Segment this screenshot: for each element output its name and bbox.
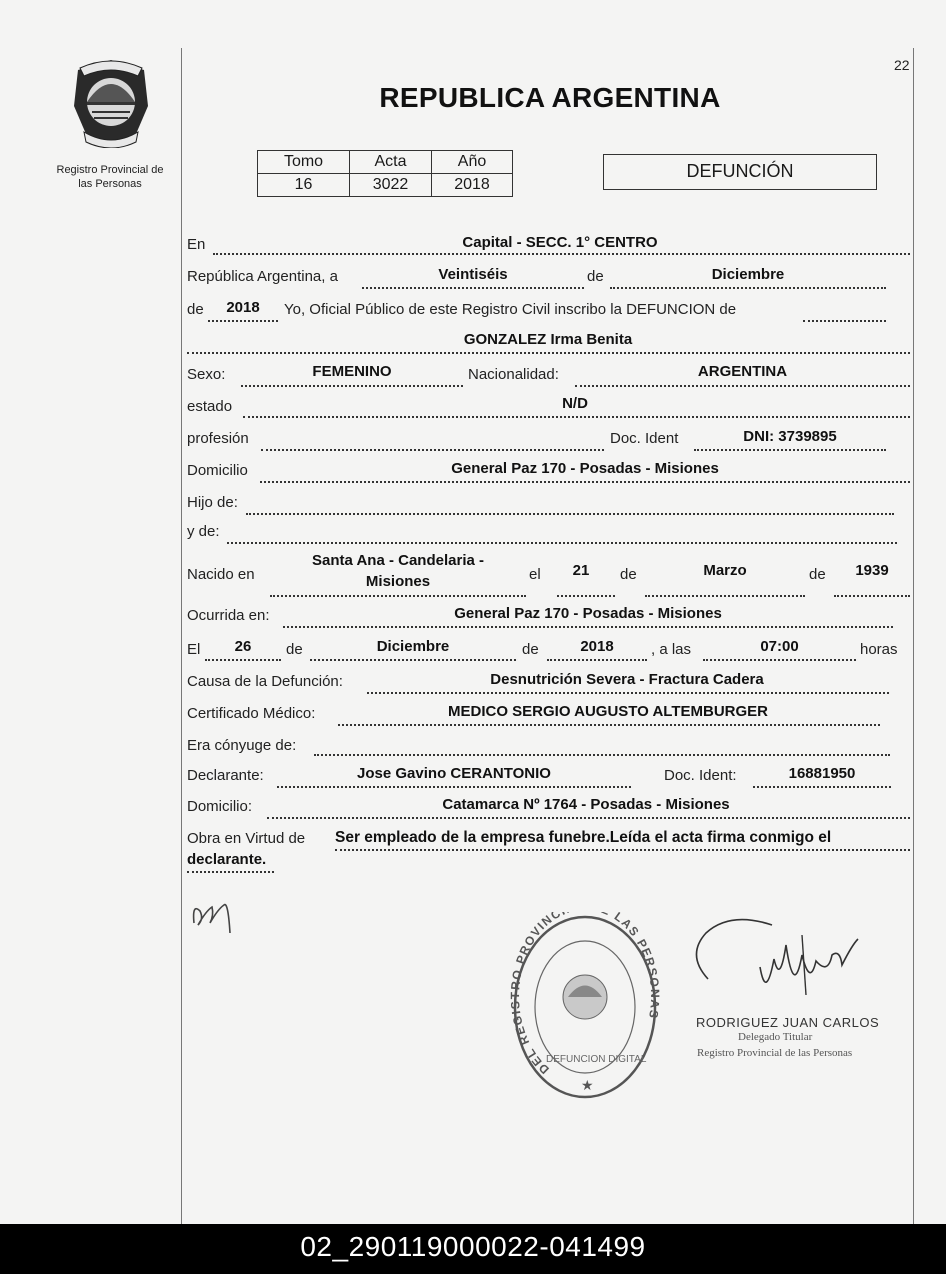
- obra-value-line2: declarante.: [187, 851, 267, 868]
- name-dotted-line: [187, 352, 910, 354]
- month-written-value: Diciembre: [711, 266, 785, 283]
- year-de-label: de: [187, 301, 204, 318]
- death-time-dotted-line: [703, 659, 856, 661]
- obra-dotted-line2: [187, 871, 274, 873]
- death-el-label: El: [187, 641, 201, 658]
- estado-label: estado: [187, 398, 233, 415]
- day-de-label: de: [587, 268, 604, 285]
- birth-de1-label: de: [620, 566, 637, 583]
- birth-de2-label: de: [809, 566, 826, 583]
- signatory-name: RODRIGUEZ JUAN CARLOS: [696, 1015, 880, 1030]
- estado-value: N/D: [562, 395, 588, 412]
- record-type-box: DEFUNCIÓN: [603, 154, 877, 190]
- certificado-dotted-line: [338, 724, 880, 726]
- y-de-label: y de:: [187, 523, 220, 540]
- stamp-inner-text: DEFUNCION DIGITAL: [546, 1054, 647, 1065]
- registry-value-ano: 2018: [432, 174, 513, 197]
- republica-label: República Argentina, a: [187, 268, 338, 285]
- nacionalidad-label: Nacionalidad:: [468, 366, 559, 383]
- registry-value-tomo: 16: [258, 174, 350, 197]
- en-value: Capital - SECC. 1° CENTRO: [462, 234, 658, 251]
- birth-el-label: el: [529, 566, 541, 583]
- death-month-value: Diciembre: [376, 638, 450, 655]
- nacionalidad-dotted-line: [575, 385, 910, 387]
- en-dotted-line: [213, 253, 910, 255]
- profesion-label: profesión: [187, 430, 249, 447]
- ocurrida-label: Ocurrida en:: [187, 607, 270, 624]
- domicilio-dotted-line: [260, 481, 910, 483]
- ocurrida-dotted-line: [283, 626, 893, 628]
- statement-text: Yo, Oficial Público de este Registro Civil inscribo la DEFUNCION de: [284, 301, 737, 318]
- death-de2-label: de: [522, 641, 539, 658]
- birth-day-dotted-line: [557, 595, 615, 597]
- deceased-name-value: GONZALEZ Irma Benita: [463, 331, 633, 348]
- page-title: REPUBLICA ARGENTINA: [379, 82, 721, 113]
- domicilio-value: General Paz 170 - Posadas - Misiones: [451, 460, 719, 477]
- registry-table: [257, 150, 513, 197]
- causa-value: Desnutrición Severa - Fractura Cadera: [490, 671, 764, 688]
- registry-value-row: [258, 174, 513, 197]
- handwritten-signature: [682, 915, 882, 1015]
- registry-header-ano: Año: [432, 151, 513, 174]
- declarante-doc-label: Doc. Ident:: [664, 767, 737, 784]
- sexo-dotted-line: [241, 385, 463, 387]
- svg-text:★: ★: [581, 1077, 594, 1093]
- conyuge-label: Era cónyuge de:: [187, 737, 297, 754]
- registry-header-row: [258, 151, 513, 174]
- en-label: En: [187, 236, 206, 253]
- domicilio-label: Domicilio: [187, 462, 248, 479]
- official-stamp: [510, 912, 660, 1102]
- nacido-value-line2: Misiones: [365, 573, 431, 590]
- registry-header-tomo: Tomo: [258, 151, 350, 174]
- declarante-domicilio-label: Domicilio:: [187, 798, 253, 815]
- death-year-value: 2018: [580, 638, 614, 655]
- nacido-dotted-line: [270, 595, 526, 597]
- sexo-value: FEMENINO: [312, 363, 392, 380]
- year-value: 2018: [226, 299, 260, 316]
- death-de1-label: de: [286, 641, 303, 658]
- statement-dotted-line: [803, 320, 886, 322]
- right-margin-rule: [913, 48, 914, 1224]
- day-written-value: Veintiséis: [438, 266, 508, 283]
- declarante-domicilio-value: Catamarca Nº 1764 - Posadas - Misiones: [442, 796, 730, 813]
- profesion-dotted-line: [261, 449, 604, 451]
- province-logo: [66, 56, 156, 148]
- nacido-value-line1: Santa Ana - Candelaria -: [312, 552, 484, 569]
- doc-ident-dotted-line: [694, 449, 886, 451]
- doc-ident-label: Doc. Ident: [610, 430, 679, 447]
- birth-year-dotted-line: [834, 595, 910, 597]
- registry-value-acta: 3022: [350, 174, 432, 197]
- month-dotted-line: [610, 287, 886, 289]
- doc-ident-value: DNI: 3739895: [743, 428, 837, 445]
- death-day-value: 26: [234, 638, 252, 655]
- birth-month-dotted-line: [645, 595, 805, 597]
- horas-label: horas: [860, 641, 898, 658]
- nacido-label: Nacido en: [187, 566, 255, 583]
- ocurrida-value: General Paz 170 - Posadas - Misiones: [454, 605, 722, 622]
- year-dotted-line: [208, 320, 278, 322]
- obra-dotted-line1: [335, 849, 910, 851]
- certificado-label: Certificado Médico:: [187, 705, 316, 722]
- signatory-role: Delegado Titular: [738, 1031, 813, 1043]
- left-margin-rule: [181, 48, 182, 1224]
- conyuge-dotted-line: [314, 754, 890, 756]
- declarante-domicilio-dotted-line: [267, 817, 910, 819]
- certificado-value: MEDICO SERGIO AUGUSTO ALTEMBURGER: [447, 703, 768, 720]
- obra-label: Obra en Virtud de: [187, 830, 306, 847]
- causa-label: Causa de la Defunción:: [187, 673, 343, 690]
- day-dotted-line: [362, 287, 584, 289]
- death-year-dotted-line: [547, 659, 647, 661]
- birth-month-value: Marzo: [703, 562, 747, 579]
- signatory-office: Registro Provincial de las Personas: [697, 1047, 853, 1059]
- declarante-doc-value: 16881950: [788, 765, 856, 782]
- declarante-dotted-line: [277, 786, 631, 788]
- alas-label: , a las: [651, 641, 692, 658]
- estado-dotted-line: [243, 416, 910, 418]
- declarante-label: Declarante:: [187, 767, 264, 784]
- declarante-value: Jose Gavino CERANTONIO: [357, 765, 551, 782]
- death-day-dotted-line: [205, 659, 281, 661]
- obra-value-line1: Ser empleado de la empresa funebre.Leída el acta firma conmigo el: [335, 829, 832, 846]
- logo-caption-line1: Registro Provincial de: [56, 164, 164, 176]
- death-month-dotted-line: [310, 659, 516, 661]
- y-de-dotted-line: [227, 542, 897, 544]
- nacionalidad-value: ARGENTINA: [697, 363, 788, 380]
- death-time-value: 07:00: [760, 638, 799, 655]
- declarante-doc-dotted-line: [753, 786, 891, 788]
- page-number: 22: [894, 57, 910, 73]
- logo-caption: [40, 163, 180, 191]
- misiones-seal-icon: [66, 56, 156, 148]
- registry-header-acta: Acta: [350, 151, 432, 174]
- hijo-de-dotted-line: [246, 513, 894, 515]
- hijo-de-label: Hijo de:: [187, 494, 238, 511]
- birth-day-value: 21: [572, 562, 590, 579]
- registry-stamp-icon: [510, 912, 660, 1102]
- birth-year-value: 1939: [855, 562, 889, 579]
- stamp-outer-text: DEL REGI O PROVINC LAS PERS S: [510, 912, 660, 1077]
- sexo-label: Sexo:: [187, 366, 226, 383]
- logo-caption-line2: las Personas: [78, 178, 142, 190]
- document-code-footer: 02_290119000022-041499: [0, 1224, 946, 1274]
- causa-dotted-line: [367, 692, 889, 694]
- handwritten-initials: [190, 893, 240, 938]
